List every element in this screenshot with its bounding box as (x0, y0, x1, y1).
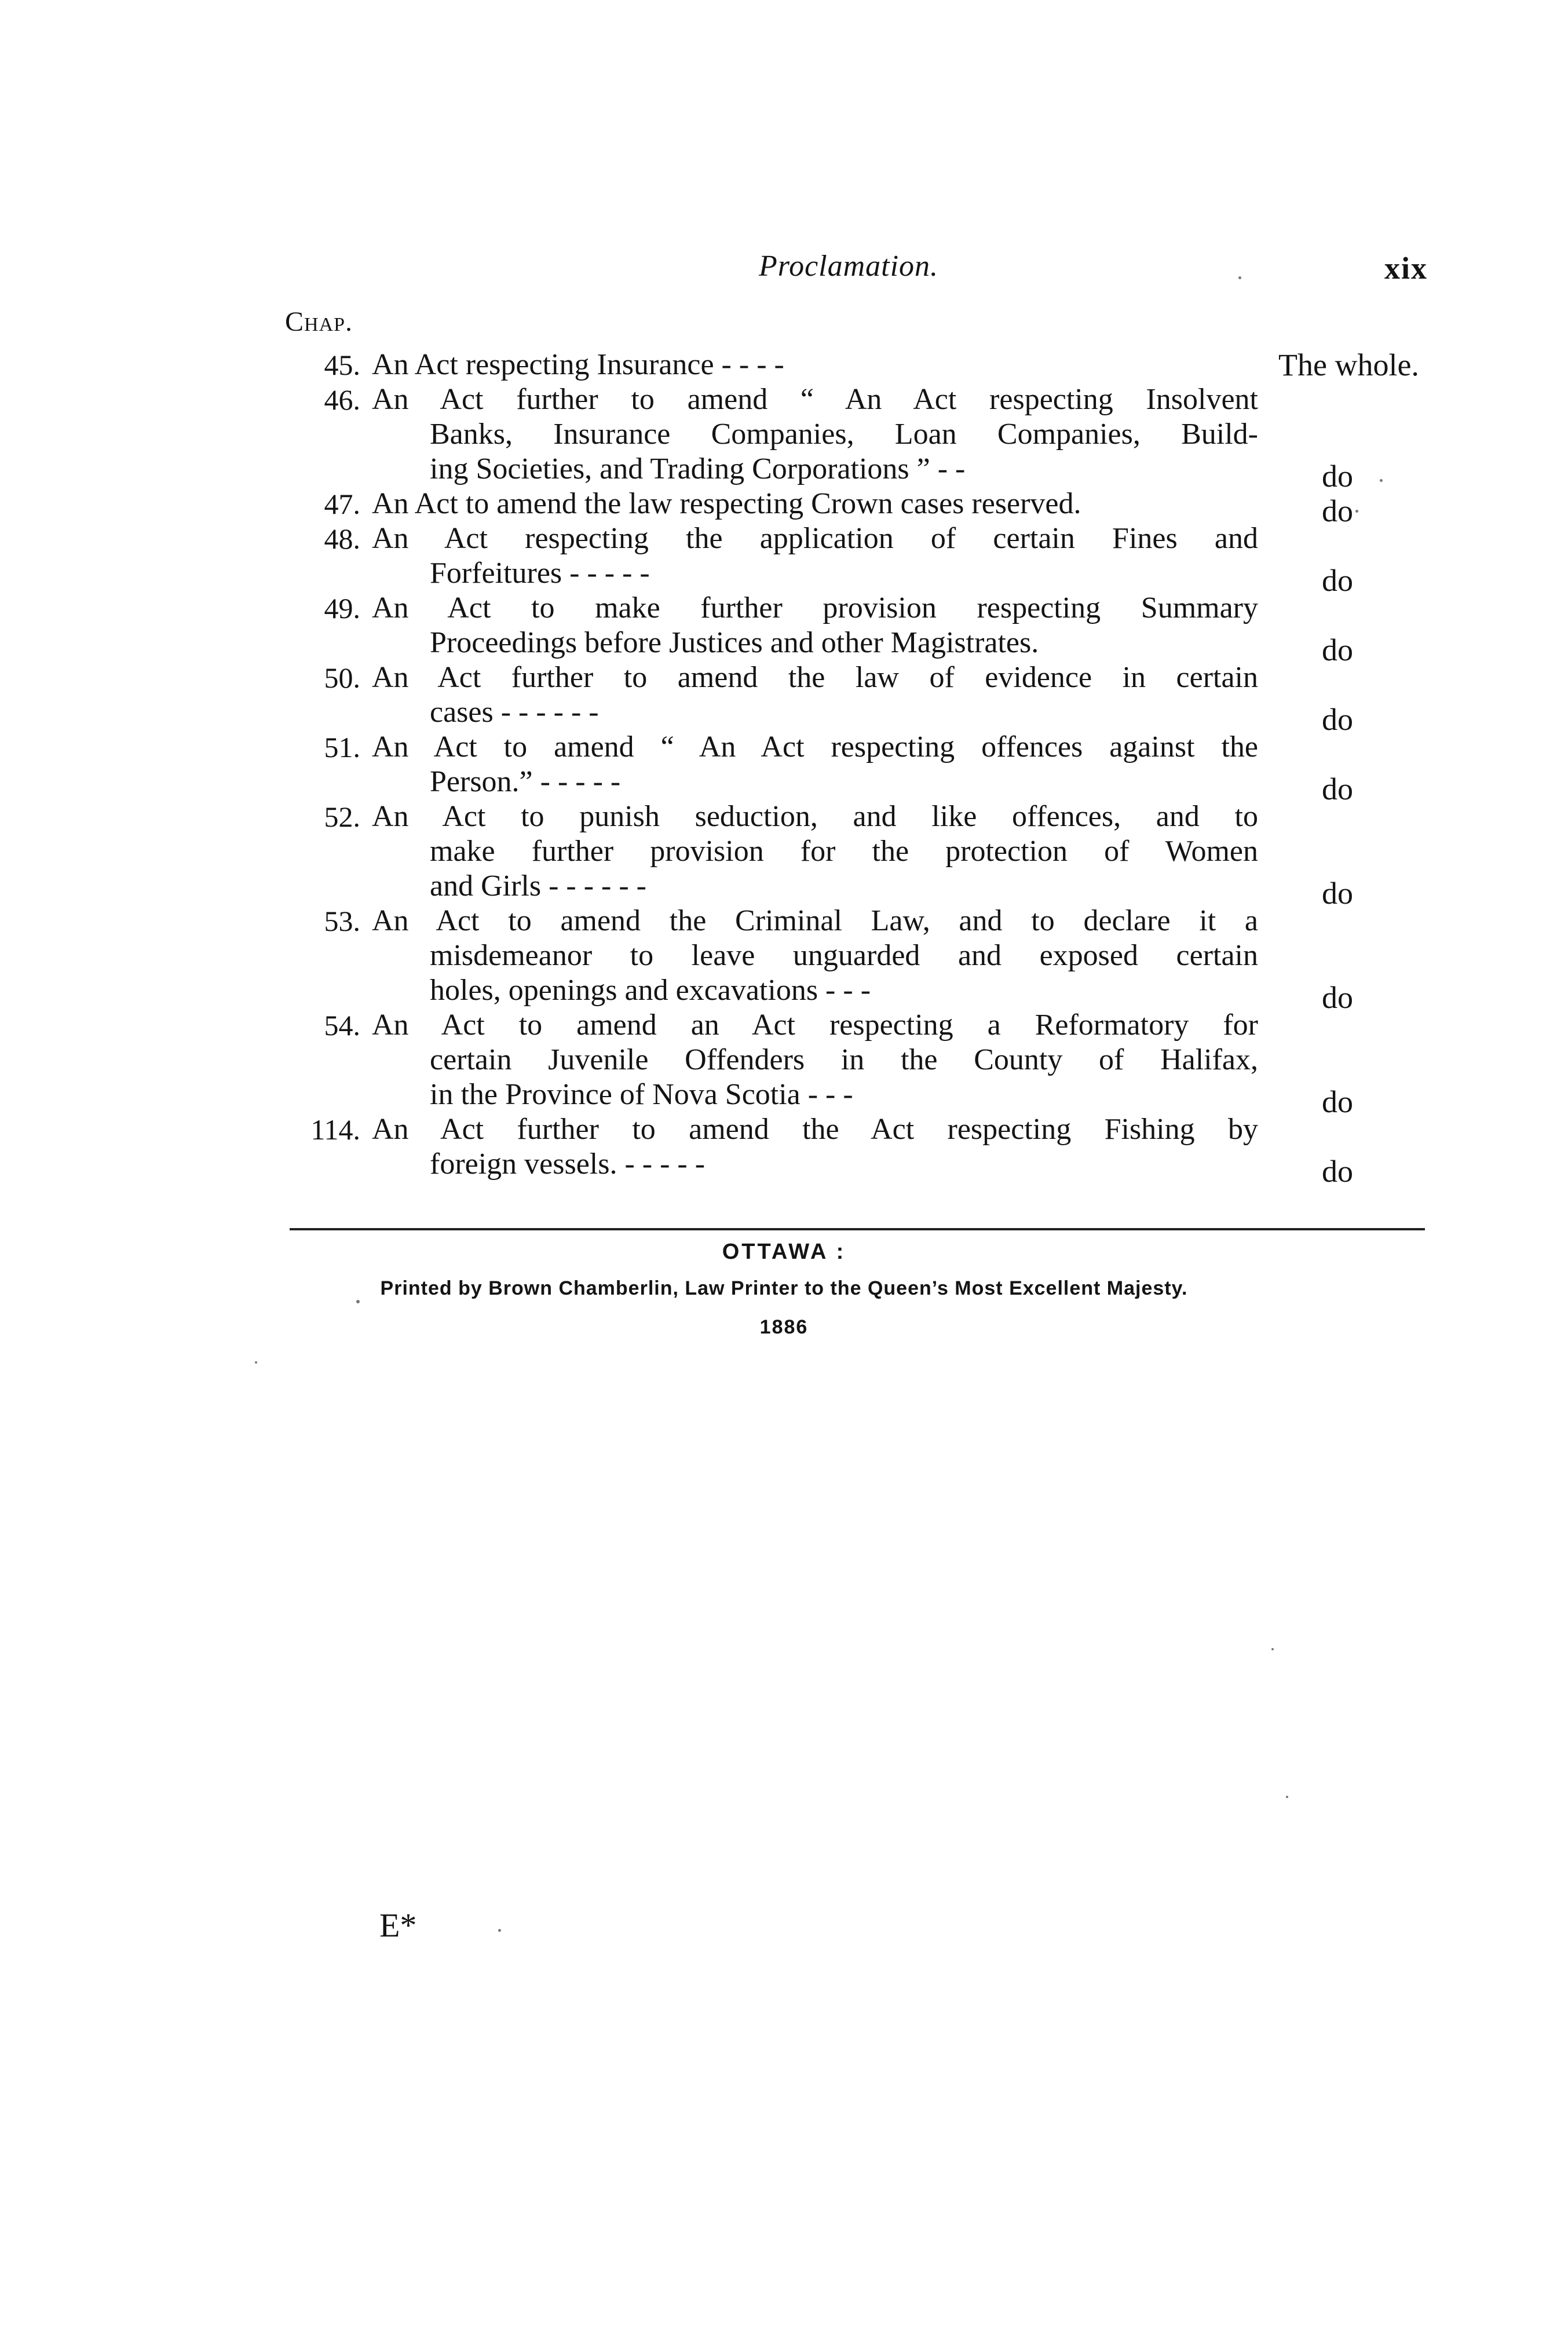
act-entry (285, 1008, 1443, 1119)
act-title-line: in the Province of Nova Scotia - - - (430, 1078, 853, 1111)
extent-of-proclamation: do (1322, 633, 1353, 667)
extent-of-proclamation: do (1322, 1154, 1353, 1189)
act-entry (285, 348, 1443, 382)
chapter-number: 114. (310, 1113, 360, 1146)
act-title-line: An Act to make further provision respecting Summary (372, 591, 1258, 624)
act-entry (285, 382, 1443, 494)
act-entry (285, 730, 1443, 806)
act-title (372, 487, 1258, 521)
act-entry (285, 521, 1443, 598)
act-title-line: An Act respecting Insurance - - - - (372, 348, 784, 381)
chapter-number: 48. (324, 523, 360, 555)
chapter-number: 51. (324, 731, 360, 763)
chapter-number: 52. (324, 801, 360, 833)
extent-of-proclamation: The whole. (1278, 348, 1419, 382)
act-title-line: An Act to amend the Criminal Law, and to declare it a (372, 904, 1258, 937)
chapter-number: 50. (324, 662, 360, 694)
act-title-line: An Act further to amend the law of evidence in certain (372, 661, 1258, 694)
act-entry (285, 799, 1443, 911)
extent-of-proclamation: do (1322, 459, 1353, 494)
page-number: xix (1384, 251, 1428, 286)
act-title (372, 591, 1258, 660)
chapter-number: 46. (324, 383, 360, 416)
imprint-year: 1886 (759, 1316, 809, 1338)
print-speck (1286, 1796, 1288, 1798)
print-speck (1380, 479, 1383, 482)
act-title-line: holes, openings and excavations - - - (430, 974, 871, 1007)
act-title-line: certain Juvenile Offenders in the County of Halifax, (430, 1043, 1258, 1076)
act-entry (285, 660, 1443, 737)
print-speck (356, 1300, 360, 1303)
act-title-line: An Act respecting the application of certain Fines and (372, 522, 1258, 555)
chapter-number: 47. (324, 488, 360, 520)
horizontal-rule (290, 1228, 1425, 1230)
print-speck (1238, 276, 1241, 279)
extent-of-proclamation: do (1322, 772, 1353, 806)
act-title-line: An Act to punish seduction, and like offences, and to (372, 800, 1258, 833)
imprint-printer: Printed by Brown Chamberlin, Law Printer to the Queen’s Most Excellent Majesty. (380, 1277, 1188, 1299)
act-title (372, 660, 1258, 730)
act-title (372, 382, 1258, 487)
act-title-line: cases - - - - - - (430, 696, 599, 729)
act-entry (285, 591, 1443, 667)
act-title (372, 799, 1258, 904)
act-title (372, 730, 1258, 799)
signature-mark: E* (379, 1906, 417, 1944)
chapter-number: 49. (324, 592, 360, 624)
extent-of-proclamation: do (1322, 876, 1353, 911)
act-title-line: and Girls - - - - - - (430, 869, 646, 903)
running-title: Proclamation. (759, 250, 939, 283)
act-title (372, 904, 1258, 1008)
chapter-number: 53. (324, 905, 360, 937)
act-title-line: Person.” - - - - - (430, 765, 621, 798)
extent-of-proclamation: do (1322, 1084, 1353, 1119)
act-title-line: An Act further to amend the Act respecting Fishing by (372, 1113, 1258, 1146)
act-title-line: misdemeanor to leave unguarded and exposed certain (430, 939, 1258, 972)
act-title (372, 1008, 1258, 1112)
imprint-place: OTTAWA : (722, 1240, 846, 1264)
extent-of-proclamation: do (1322, 494, 1353, 528)
act-title-line: An Act further to amend “ An Act respecting Insolvent (372, 383, 1258, 416)
act-title (372, 1112, 1258, 1182)
chapter-number: 45. (324, 349, 360, 381)
print-speck (498, 1929, 501, 1932)
chapter-number: 54. (324, 1009, 360, 1042)
act-title-line: Proceedings before Justices and other Magistrates. (430, 626, 1039, 659)
act-title-line: foreign vessels. - - - - - (430, 1148, 706, 1181)
act-title (372, 348, 1258, 382)
act-title-line: An Act to amend an Act respecting a Reformatory for (372, 1009, 1258, 1042)
act-title-line: Banks, Insurance Companies, Loan Companies, Build- (430, 418, 1258, 451)
extent-of-proclamation: do (1322, 702, 1353, 737)
act-title (372, 521, 1258, 591)
print-speck (1355, 510, 1358, 513)
act-entry (285, 487, 1443, 528)
extent-of-proclamation: do (1322, 563, 1353, 598)
act-entry (285, 1112, 1443, 1189)
act-title-line: ing Societies, and Trading Corporations ” - - (430, 452, 966, 485)
print-speck (1271, 1648, 1274, 1650)
extent-of-proclamation: do (1322, 980, 1353, 1015)
act-title-line: An Act to amend “ An Act respecting offences against the (372, 730, 1258, 763)
chap-column-heading: Chap. (285, 306, 353, 337)
print-speck (255, 1361, 257, 1364)
act-title-line: make further provision for the protection of Women (430, 835, 1258, 868)
act-title-line: An Act to amend the law respecting Crown cases reserved. (372, 487, 1081, 520)
act-title-line: Forfeitures - - - - - (430, 557, 650, 590)
act-entry (285, 904, 1443, 1015)
